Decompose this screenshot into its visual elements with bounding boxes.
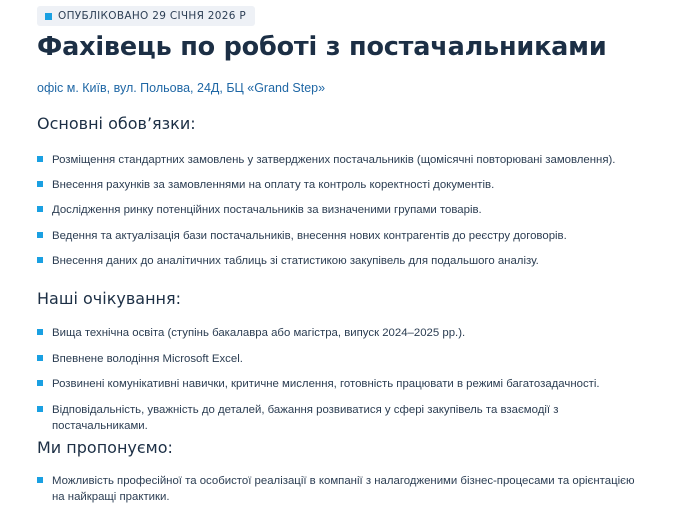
bullet-square-icon [37,355,43,361]
badge-square-icon [45,13,52,20]
list-item-text: Розвинені комунікативні навички, критичне мислення, готовність працювати в режимі багатозадачності. [52,378,600,390]
published-date-text: ОПУБЛІКОВАНО 29 СІЧНЯ 2026 Р [58,10,247,22]
list-item-text: Можливість професійної та особистої реалізації в компанії з налагодженими бізнес-процесами та орієнтацією на найкращі практики. [52,475,635,503]
office-address: офіс м. Київ, вул. Польова, 24Д, БЦ «Grand Step» [37,81,326,95]
bullet-square-icon [37,206,43,212]
section-title-duties: Основні обов’язки: [37,114,196,133]
page-title: Фахівець по роботі з постачальниками [37,32,607,62]
list-item-text: Відповідальність, уважність до деталей, бажання розвиватися у сфері закупівель та взаємодії з постачальниками. [52,404,559,432]
list-item-text: Розміщення стандартних замовлень у затверджених постачальників (щомісячні повторювані замовлення). [52,154,616,166]
list-item-text: Внесення даних до аналітичних таблиць зі статистикою закупівель для подальшого аналізу. [52,255,539,267]
bullet-square-icon [37,156,43,162]
list-item-text: Внесення рахунків за замовленнями на оплату та контроль коректності документів. [52,179,495,191]
published-date-badge [37,6,255,26]
list-item-text: Впевнене володіння Microsoft Excel. [52,353,243,365]
list-item-text: Вища технічна освіта (ступінь бакалавра або магістра, випуск 2024–2025 рр.). [52,327,466,339]
bullet-square-icon [37,329,43,335]
list-item-text: Дослідження ринку потенційних постачальників за визначеними групами товарів. [52,204,482,216]
section-title-expectations: Наші очікування: [37,289,181,308]
section-title-offer: Ми пропонуємо: [37,438,173,457]
bullet-square-icon [37,477,43,483]
bullet-square-icon [37,232,43,238]
bullet-square-icon [37,181,43,187]
bullet-square-icon [37,380,43,386]
bullet-square-icon [37,406,43,412]
bullet-square-icon [37,257,43,263]
list-item-text: Ведення та актуалізація бази постачальників, внесення нових контрагентів до реєстру договорів. [52,230,567,242]
